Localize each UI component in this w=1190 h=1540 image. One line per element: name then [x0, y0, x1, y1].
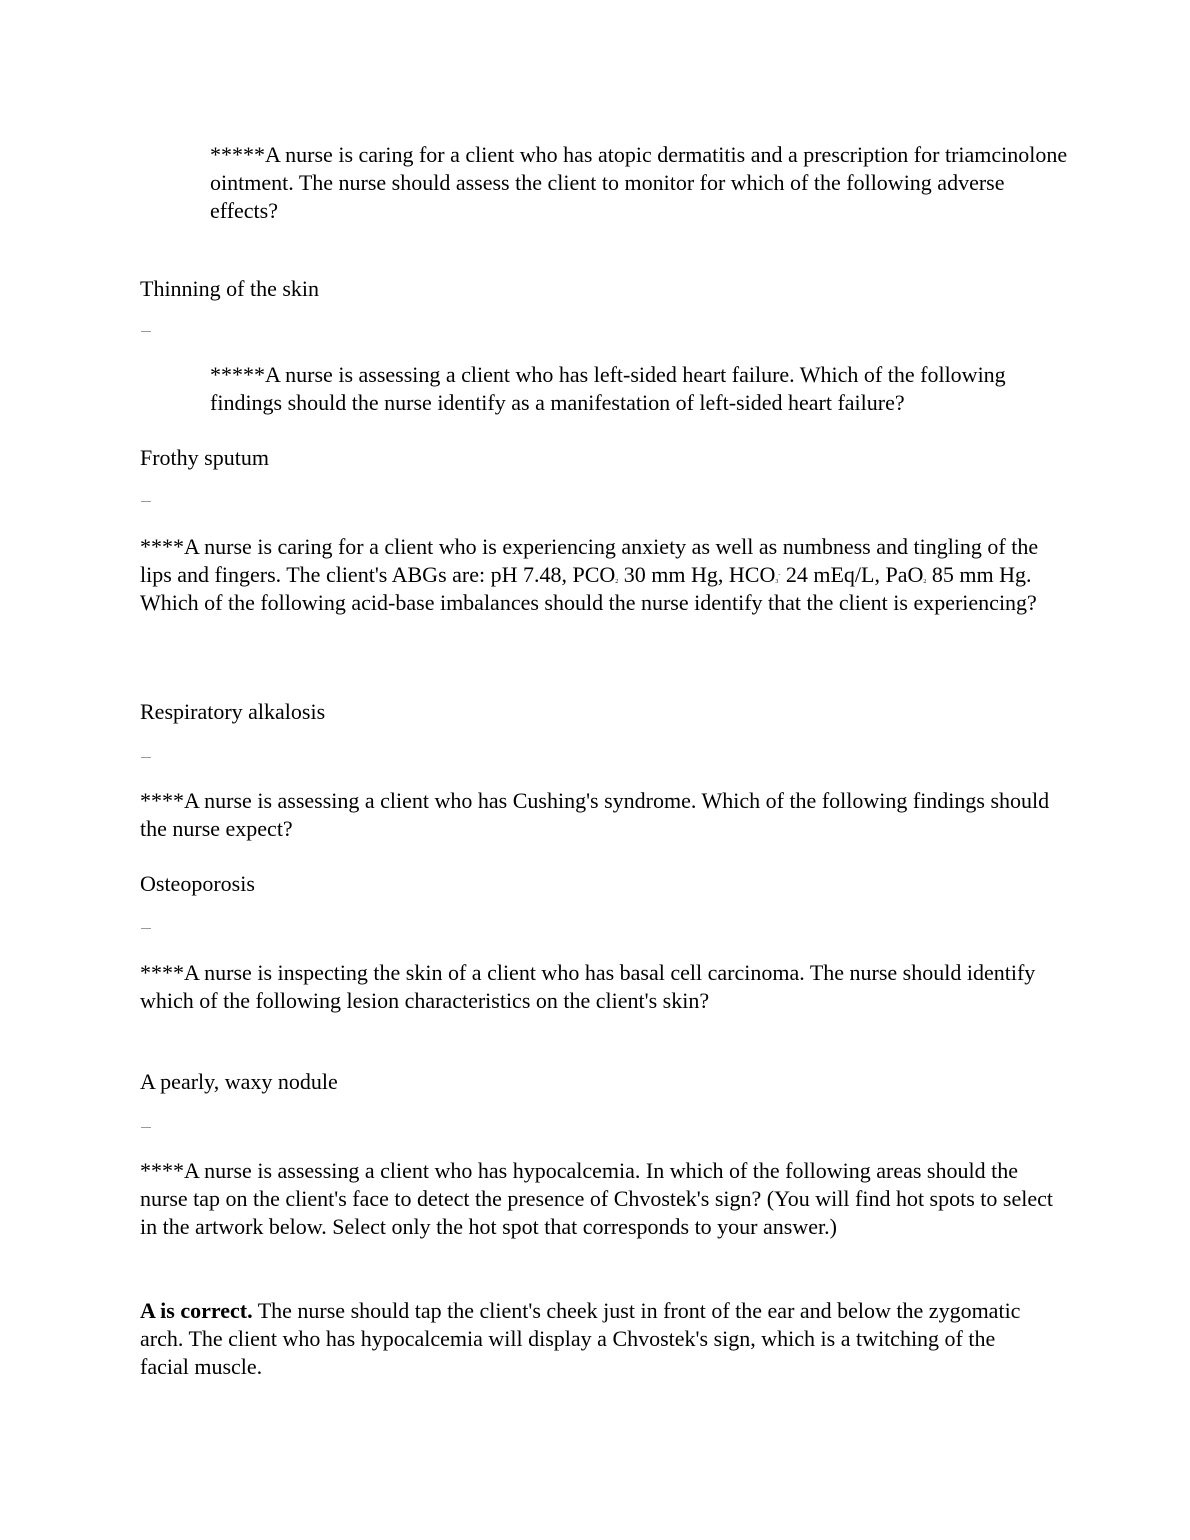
separator-4: [141, 928, 151, 929]
question-3-part-3: 24 mEq/L, PaO: [780, 562, 924, 587]
question-5: ****A nurse is inspecting the skin of a client who has basal cell carcinoma. The nurse should identify which of the following lesion characteristics on the client's skin?: [140, 960, 1036, 1013]
question-4: ****A nurse is assessing a client who has Cushing's syndrome. Which of the following findings should the nurse expect?: [140, 788, 1050, 841]
pco2-subscript: 2: [615, 579, 619, 585]
answer-5: A pearly, waxy nodule: [140, 1069, 338, 1094]
hco3-superscript: -: [778, 572, 781, 578]
answer-6-rationale: The nurse should tap the client's cheek just in front of the ear and below the zygomatic arch. The client who has hypocalcemia will display a Chvostek's sign, which is a twitching of the facial muscle.: [140, 1298, 1021, 1379]
separator-3: [141, 757, 151, 758]
separator-2: [141, 501, 151, 502]
question-3-part-4: 85 mm Hg. Which of the following acid-base imbalances should the nurse identify that the client is experiencing?: [140, 562, 1037, 615]
question-2: *****A nurse is assessing a client who has left-sided heart failure. Which of the following findings should the nurse identify as a manifestation of left-sided heart failure?: [210, 362, 1006, 415]
separator-1: [141, 331, 151, 332]
question-3-part-1: ****A nurse is caring for a client who is experiencing anxiety as well as numbness and tingling of the lips and fingers. The client's ABGs are: pH 7.48, PCO: [140, 534, 1039, 587]
question-3: [140, 533, 1060, 617]
hco3-subscript: 3: [775, 579, 779, 585]
answer-1: Thinning of the skin: [140, 276, 320, 301]
answer-6-verdict: A is correct.: [140, 1298, 253, 1323]
question-1: *****A nurse is caring for a client who has atopic dermatitis and a prescription for triamcinolone ointment. The nurse should assess the client to monitor for which of the following adverse effects?: [210, 142, 1068, 223]
answer-2: Frothy sputum: [140, 445, 269, 470]
answer-4: Osteoporosis: [140, 871, 255, 896]
question-3-part-2: 30 mm Hg, HCO: [618, 562, 776, 587]
answer-3: Respiratory alkalosis: [140, 699, 326, 724]
separator-5: [141, 1127, 151, 1128]
question-6: ****A nurse is assessing a client who has hypocalcemia. In which of the following areas should the nurse tap on the client's face to detect the presence of Chvostek's sign? (You will find hot spots to select in the artwork below. Select only the hot spot that corresponds to your answer.): [140, 1158, 1053, 1239]
answer-6: [140, 1297, 1040, 1381]
pao2-subscript: 2: [923, 579, 927, 585]
